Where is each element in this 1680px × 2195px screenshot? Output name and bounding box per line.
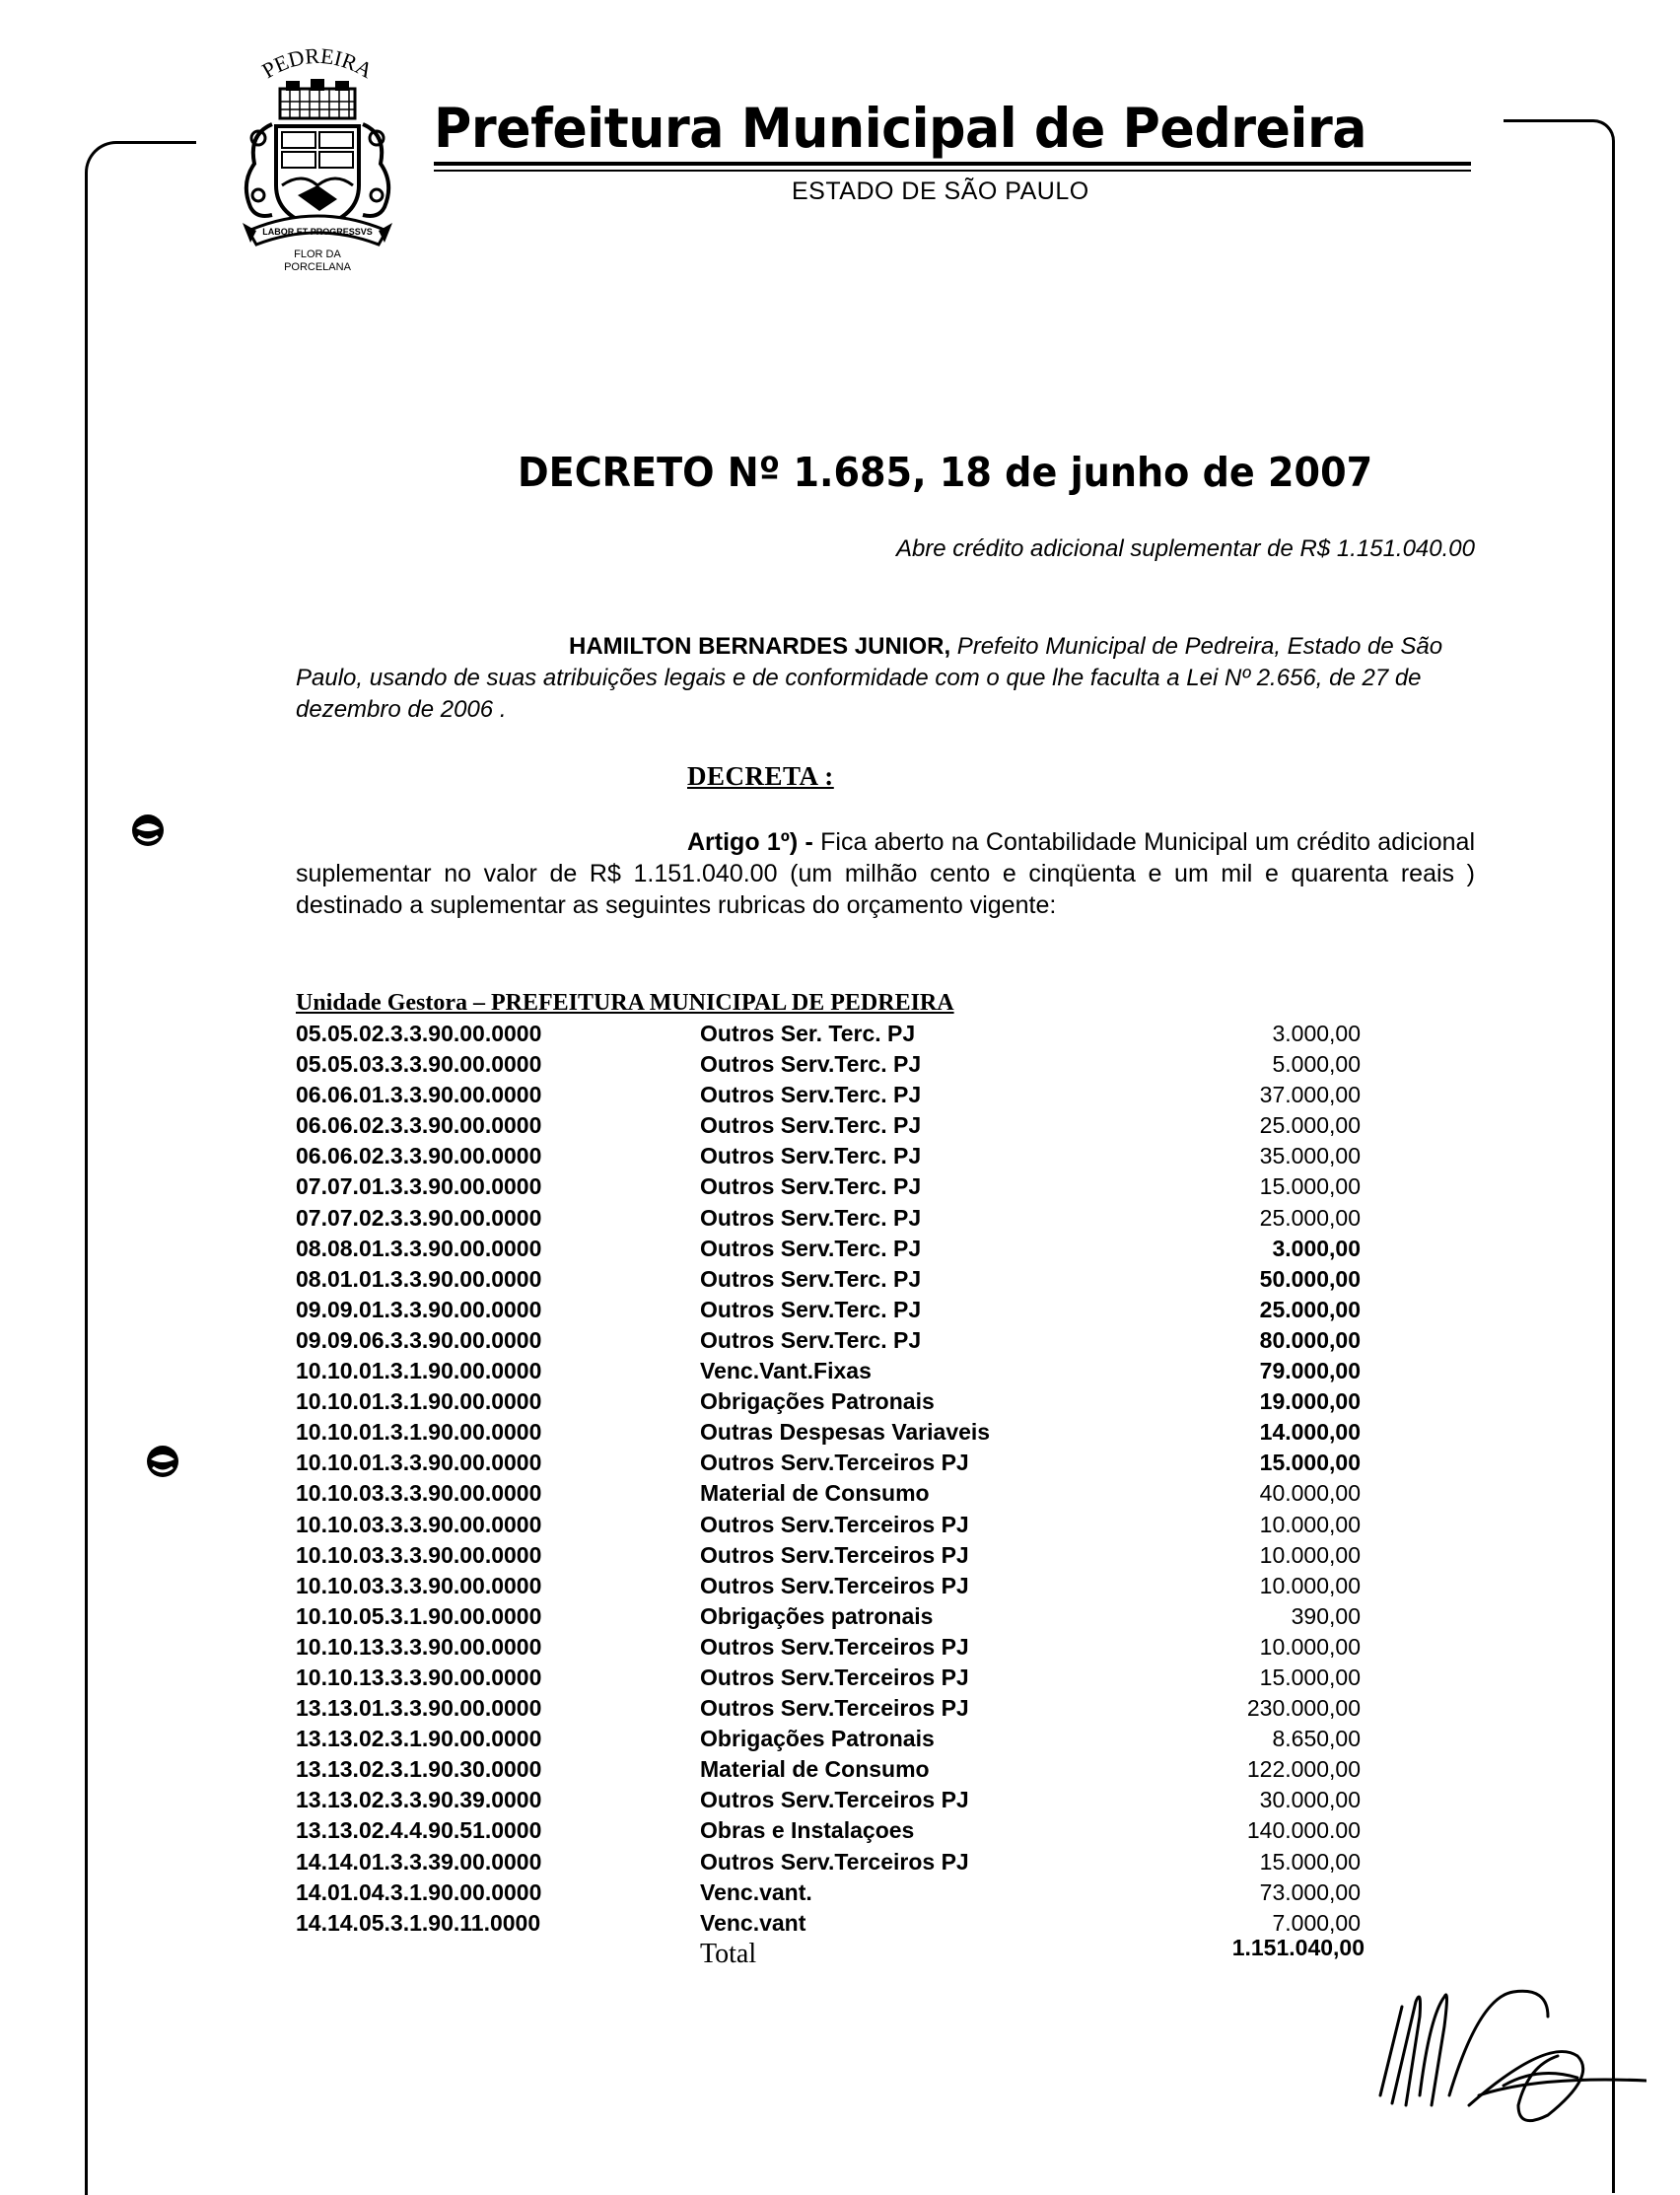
- budget-code: 06.06.01.3.3.90.00.0000: [296, 1082, 542, 1108]
- budget-amount: 50.000,00: [1259, 1265, 1361, 1292]
- budget-row: [296, 1171, 1361, 1202]
- budget-amount: 10.000,00: [1259, 1572, 1361, 1598]
- budget-description: Outros Serv.Terceiros PJ: [700, 1541, 969, 1568]
- budget-code: 10.10.01.3.1.90.00.0000: [296, 1419, 542, 1446]
- budget-description: Material de Consumo: [700, 1756, 930, 1783]
- budget-amount: 15.000,00: [1259, 1848, 1361, 1875]
- budget-description: Outros Serv.Terc. PJ: [700, 1112, 922, 1139]
- budget-code: 13.13.01.3.3.90.00.0000: [296, 1695, 542, 1722]
- budget-description: Outros Serv.Terc. PJ: [700, 1143, 922, 1169]
- budget-amount: 40.000,00: [1259, 1480, 1361, 1507]
- budget-amount: 122.000,00: [1246, 1756, 1361, 1783]
- budget-description: Outras Despesas Variaveis: [700, 1419, 991, 1446]
- budget-amount: 140.000.00: [1246, 1817, 1361, 1844]
- budget-description: Outros Serv.Terceiros PJ: [700, 1848, 969, 1875]
- budget-row: [296, 1325, 1361, 1356]
- coat-of-arms-logo: [229, 47, 406, 274]
- budget-description: Material de Consumo: [700, 1480, 930, 1507]
- budget-row: [296, 1785, 1361, 1815]
- budget-row: [296, 1264, 1361, 1295]
- budget-row: [296, 1724, 1361, 1754]
- budget-description: Outros Serv.Terceiros PJ: [700, 1511, 969, 1537]
- budget-row: [296, 1754, 1361, 1785]
- budget-amount: 8.650,00: [1272, 1726, 1361, 1752]
- budget-amount: 3.000,00: [1272, 1235, 1361, 1261]
- budget-amount: 10.000,00: [1259, 1633, 1361, 1660]
- budget-row: [296, 1080, 1361, 1110]
- budget-row: [296, 1847, 1361, 1877]
- budget-amount: 10.000,00: [1259, 1511, 1361, 1537]
- budget-code: 07.07.02.3.3.90.00.0000: [296, 1204, 542, 1231]
- budget-code: 10.10.13.3.3.90.00.0000: [296, 1664, 542, 1690]
- budget-description: Outros Serv.Terceiros PJ: [700, 1450, 969, 1476]
- budget-row: [296, 1601, 1361, 1632]
- budget-code: 10.10.13.3.3.90.00.0000: [296, 1633, 542, 1660]
- crest-top-text: PEDREIRA: [257, 47, 378, 84]
- budget-code: 14.14.05.3.1.90.11.0000: [296, 1909, 541, 1936]
- budget-code: 13.13.02.4.4.90.51.0000: [296, 1817, 542, 1844]
- crest-motto: LABOR ET PROGRESSVS: [262, 227, 373, 237]
- budget-code: 10.10.03.3.3.90.00.0000: [296, 1511, 542, 1537]
- budget-row: [296, 1693, 1361, 1724]
- budget-description: Outros Serv.Terceiros PJ: [700, 1633, 969, 1660]
- budget-description: Obras e Instalaçoes: [700, 1817, 915, 1844]
- budget-amount: 19.000,00: [1259, 1388, 1361, 1415]
- budget-amount: 390,00: [1291, 1602, 1361, 1629]
- title-underline: [434, 162, 1471, 166]
- budget-amount: 25.000,00: [1259, 1112, 1361, 1139]
- decree-title: DECRETO Nº 1.685, 18 de junho de 2007: [518, 449, 1373, 496]
- budget-row: [296, 1510, 1361, 1540]
- budget-amount: 14.000,00: [1259, 1419, 1361, 1446]
- budget-row: [296, 1663, 1361, 1693]
- budget-description: Outros Serv.Terc. PJ: [700, 1082, 922, 1108]
- total-amount: 1.151.040,00: [1231, 1935, 1365, 1960]
- managing-unit-header: Unidade Gestora – PREFEITURA MUNICIPAL DE PEDREIRA: [296, 990, 954, 1016]
- svg-text:PEDREIRA: [257, 47, 377, 83]
- crest-caption-line2: PORCELANA: [284, 261, 351, 273]
- budget-row: [296, 1417, 1361, 1448]
- budget-row: [296, 1386, 1361, 1417]
- budget-code: 06.06.02.3.3.90.00.0000: [296, 1143, 542, 1169]
- budget-row: [296, 1049, 1361, 1080]
- decreta-heading: DECRETA :: [687, 761, 834, 791]
- budget-row: [296, 1877, 1361, 1908]
- budget-row: [296, 1110, 1361, 1141]
- budget-amount: 25.000,00: [1259, 1296, 1361, 1322]
- budget-amount: 5.000,00: [1272, 1051, 1361, 1078]
- budget-code: 10.10.05.3.1.90.00.0000: [296, 1602, 542, 1629]
- budget-amount: 7.000,00: [1272, 1909, 1361, 1936]
- budget-row: [296, 1571, 1361, 1601]
- budget-code: 07.07.01.3.3.90.00.0000: [296, 1173, 542, 1200]
- budget-row: [296, 1356, 1361, 1386]
- hole-punch-mark-icon: [141, 1442, 184, 1485]
- budget-row: [296, 1141, 1361, 1171]
- budget-amount: 230.000,00: [1246, 1695, 1361, 1722]
- crest-caption-line1: FLOR DA: [294, 248, 341, 260]
- budget-description: Outros Serv.Terceiros PJ: [700, 1664, 969, 1690]
- budget-code: 10.10.01.3.1.90.00.0000: [296, 1358, 542, 1384]
- total-row: [296, 1935, 1365, 1970]
- budget-description: Outros Ser. Terc. PJ: [700, 1021, 916, 1046]
- budget-code: 14.01.04.3.1.90.00.0000: [296, 1878, 542, 1905]
- budget-amount: 35.000,00: [1259, 1143, 1361, 1169]
- budget-description: Venc.Vant.Fixas: [700, 1358, 872, 1384]
- budget-description: Outros Serv.Terceiros PJ: [700, 1787, 969, 1813]
- budget-row: [296, 1632, 1361, 1663]
- budget-row: [296, 1478, 1361, 1509]
- budget-code: 10.10.03.3.3.90.00.0000: [296, 1541, 542, 1568]
- budget-amount: 73.000,00: [1259, 1878, 1361, 1905]
- budget-amount: 10.000,00: [1259, 1541, 1361, 1568]
- budget-row: [296, 1448, 1361, 1478]
- budget-code: 14.14.01.3.3.39.00.0000: [296, 1848, 542, 1875]
- budget-description: Venc.vant: [700, 1909, 806, 1936]
- budget-description: Obrigações patronais: [700, 1602, 934, 1629]
- budget-description: Outros Serv.Terc. PJ: [700, 1051, 922, 1078]
- budget-amount: 80.000,00: [1259, 1326, 1361, 1353]
- budget-description: Outros Serv.Terc. PJ: [700, 1265, 922, 1292]
- article-1-label: Artigo 1º) -: [687, 828, 813, 856]
- budget-description: Outros Serv.Terceiros PJ: [700, 1572, 969, 1598]
- budget-amount: 37.000,00: [1259, 1082, 1361, 1108]
- budget-description: Obrigações Patronais: [700, 1726, 935, 1752]
- budget-code: 10.10.01.3.1.90.00.0000: [296, 1388, 542, 1415]
- page-border-right: [1504, 119, 1615, 2193]
- budget-amount: 15.000,00: [1259, 1173, 1361, 1200]
- title-underline-thin: [434, 170, 1471, 172]
- budget-code: 10.10.01.3.3.90.00.0000: [296, 1450, 542, 1476]
- budget-row: [296, 1540, 1361, 1571]
- budget-description: Outros Serv.Terc. PJ: [700, 1204, 922, 1231]
- page-border-left: [85, 141, 196, 2195]
- budget-amount: 30.000,00: [1259, 1787, 1361, 1813]
- budget-amount: 79.000,00: [1259, 1358, 1361, 1384]
- budget-code: 13.13.02.3.1.90.30.0000: [296, 1756, 542, 1783]
- article-1-paragraph: [296, 826, 1475, 921]
- budget-row: [296, 1295, 1361, 1325]
- budget-code: 10.10.03.3.3.90.00.0000: [296, 1480, 542, 1507]
- budget-row: [296, 1019, 1361, 1049]
- organization-state: ESTADO DE SÃO PAULO: [792, 177, 1089, 205]
- budget-amount: 15.000,00: [1259, 1450, 1361, 1476]
- preamble-text: Prefeito Municipal de Pedreira, Estado de São Paulo, usando de suas atribuições legais e de conformidade com o que lhe faculta a Lei Nº 2.656, de 27 de dezembro de 2006 .: [296, 633, 1443, 723]
- budget-description: Outros Serv.Terc. PJ: [700, 1235, 922, 1261]
- decree-summary: Abre crédito adicional suplementar de R$ 1.151.040.00: [895, 535, 1475, 562]
- budget-amount: 15.000,00: [1259, 1664, 1361, 1690]
- budget-row: [296, 1203, 1361, 1234]
- budget-code: 09.09.06.3.3.90.00.0000: [296, 1326, 542, 1353]
- budget-table: [296, 1019, 1361, 1939]
- budget-amount: 25.000,00: [1259, 1204, 1361, 1231]
- hole-punch-mark-icon: [126, 811, 170, 854]
- budget-description: Outros Serv.Terc. PJ: [700, 1173, 922, 1200]
- preamble-paragraph: [296, 631, 1467, 726]
- budget-description: Venc.vant.: [700, 1878, 812, 1905]
- budget-code: 06.06.02.3.3.90.00.0000: [296, 1112, 542, 1139]
- budget-description: Outros Serv.Terceiros PJ: [700, 1695, 969, 1722]
- budget-description: Outros Serv.Terc. PJ: [700, 1296, 922, 1322]
- budget-amount: 3.000,00: [1272, 1021, 1361, 1046]
- organization-title: Prefeitura Municipal de Pedreira: [434, 97, 1367, 160]
- budget-code: 05.05.03.3.3.90.00.0000: [296, 1051, 542, 1078]
- budget-code: 08.08.01.3.3.90.00.0000: [296, 1235, 542, 1261]
- total-label: Total: [700, 1939, 757, 1969]
- budget-code: 10.10.03.3.3.90.00.0000: [296, 1572, 542, 1598]
- budget-code: 09.09.01.3.3.90.00.0000: [296, 1296, 542, 1322]
- budget-code: 13.13.02.3.1.90.00.0000: [296, 1726, 542, 1752]
- budget-row: [296, 1234, 1361, 1264]
- budget-code: 13.13.02.3.3.90.39.0000: [296, 1787, 542, 1813]
- signature: [1351, 1957, 1646, 2125]
- budget-code: 05.05.02.3.3.90.00.0000: [296, 1021, 542, 1046]
- article-1-text: Fica aberto na Contabilidade Municipal um crédito adicional suplementar no valor de R$ 1.151.040.00 (um milhão cento e cinqüenta e um mil e quarenta reais ) destinado a suplementar as seguintes rubricas do orçamento vigente:: [296, 828, 1475, 919]
- budget-description: Outros Serv.Terc. PJ: [700, 1326, 922, 1353]
- budget-row: [296, 1815, 1361, 1846]
- budget-code: 08.01.01.3.3.90.00.0000: [296, 1265, 542, 1292]
- mayor-name: HAMILTON BERNARDES JUNIOR,: [569, 633, 951, 660]
- budget-description: Obrigações Patronais: [700, 1388, 935, 1415]
